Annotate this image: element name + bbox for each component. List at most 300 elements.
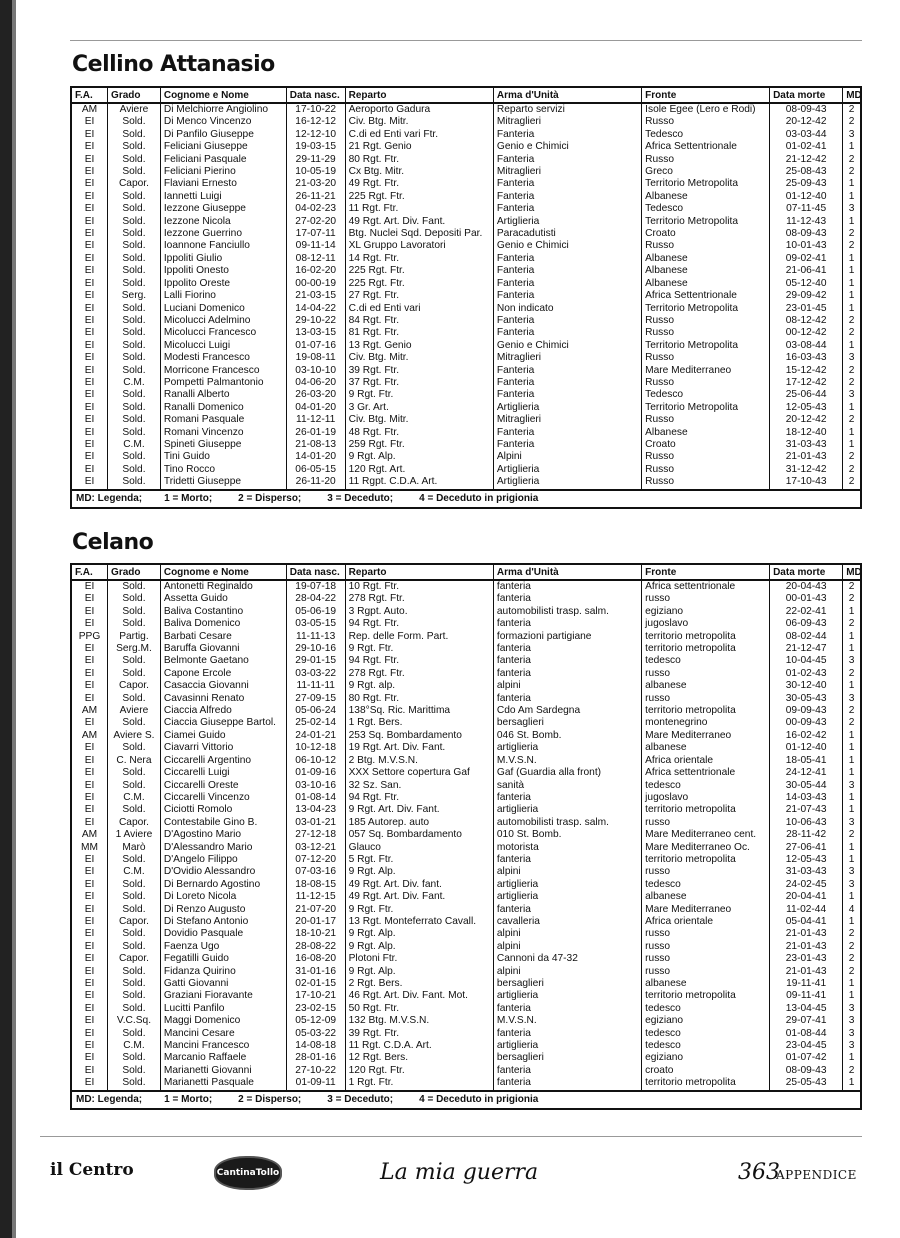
table-cell: Sold. (108, 990, 161, 1002)
table-cell: EI (84, 476, 95, 488)
table-row (71, 593, 861, 605)
table-cell: Serg. (108, 290, 161, 302)
table-cell: 259 Rgt. Ftr. (345, 439, 493, 451)
table-cell: Ippoliti Onesto (160, 265, 286, 277)
table-cell: Sold. (108, 879, 161, 891)
table-cell: 06-10-12 (286, 755, 345, 767)
table-cell: Capone Ercole (160, 668, 286, 680)
table-cell: 17-12-42 (770, 377, 843, 389)
table-cell: Glauco (345, 842, 493, 854)
table-cell: 50 Rgt. Ftr. (345, 1003, 493, 1015)
table-cell: Russo (642, 315, 770, 327)
table-row (71, 414, 861, 426)
table-cell: 94 Rgt. Ftr. (345, 618, 493, 630)
table-cell: 3 (843, 780, 861, 792)
table-cell: M.V.S.N. (493, 755, 641, 767)
table-cell: Cx Btg. Mitr. (345, 166, 493, 178)
table-cell: 3 (843, 1040, 861, 1052)
table-cell: 17-07-11 (286, 228, 345, 240)
table-cell: Artiglieria (493, 464, 641, 476)
table-cell: EI (84, 605, 95, 617)
table-cell: Sold. (108, 216, 161, 228)
table-cell: Modesti Francesco (160, 352, 286, 364)
table-cell: EI (84, 339, 95, 351)
table-cell: Fanteria (493, 315, 641, 327)
table-cell: Sold. (108, 717, 161, 729)
table-row (71, 668, 861, 680)
page-binding-edge (0, 0, 12, 1238)
table-cell: egiziano (642, 1052, 770, 1064)
table-cell: artiglieria (493, 990, 641, 1002)
table-cell: tedesco (642, 780, 770, 792)
table-cell: Micolucci Francesco (160, 327, 286, 339)
table-cell: Fanteria (493, 327, 641, 339)
table-row (71, 953, 861, 965)
table-cell: 3 (843, 693, 861, 705)
table-cell: 04-06-20 (286, 377, 345, 389)
table-cell: bersaglieri (493, 1052, 641, 1064)
footer-rule (40, 1136, 862, 1137)
table-cell: C.M. (108, 439, 161, 451)
table-cell: 05-04-41 (770, 916, 843, 928)
table-cell: D'Angelo Filippo (160, 854, 286, 866)
table-cell: 2 (843, 228, 861, 240)
table-cell: Sold. (108, 618, 161, 630)
legend (71, 1091, 861, 1109)
table-cell: Africa Settentrionale (642, 141, 770, 153)
table-cell: 1 (843, 1077, 861, 1090)
table-cell: Marianetti Giovanni (160, 1065, 286, 1077)
table-cell: Baliva Domenico (160, 618, 286, 630)
table-row (71, 216, 861, 228)
table-cell: 31-12-42 (770, 464, 843, 476)
table-cell: tedesco (642, 1003, 770, 1015)
table-cell: 27-12-18 (286, 829, 345, 841)
table-row (71, 464, 861, 476)
table-cell: EI (84, 190, 95, 202)
table-cell: 2 (843, 103, 861, 116)
table-cell: 14-01-20 (286, 451, 345, 463)
table-cell: fanteria (493, 655, 641, 667)
table-row (71, 1077, 861, 1090)
table-cell: alpini (493, 941, 641, 953)
table-cell: EI (84, 116, 95, 128)
table-row (71, 1052, 861, 1064)
table-cell: 21-03-15 (286, 290, 345, 302)
table-cell: Sold. (108, 655, 161, 667)
table-row (71, 631, 861, 643)
table-cell: Di Panfilo Giuseppe (160, 129, 286, 141)
table-cell: EI (84, 1077, 95, 1089)
table-cell: artiglieria (493, 804, 641, 816)
table-row (71, 730, 861, 742)
table-cell: russo (642, 817, 770, 829)
table-cell: 27-10-22 (286, 1065, 345, 1077)
table-cell: Sold. (108, 240, 161, 252)
table-cell: Sold. (108, 116, 161, 128)
column-header: Grado (108, 87, 161, 103)
table-cell: EI (84, 581, 95, 592)
table-cell: 16-03-43 (770, 352, 843, 364)
column-header: MD (843, 87, 861, 103)
table-cell: Africa settentrionale (642, 767, 770, 779)
table-cell: D'Ovidio Alessandro (160, 866, 286, 878)
table-cell: 1 (843, 643, 861, 655)
table-cell: territorio metropolita (642, 804, 770, 816)
table-cell: 2 (843, 705, 861, 717)
table-cell: 9 Rgt. Ftr. (345, 904, 493, 916)
table-cell: 28-04-22 (286, 593, 345, 605)
table-cell: Capor. (108, 817, 161, 829)
table-cell: 24-02-45 (770, 879, 843, 891)
table-cell: EI (84, 804, 95, 816)
table-cell: Tridetti Giuseppe (160, 476, 286, 489)
table-cell: Flaviani Ernesto (160, 178, 286, 190)
table-cell: EI (84, 903, 95, 915)
table-row (71, 1040, 861, 1052)
legend-label: MD: Legenda; (76, 1093, 143, 1105)
table-cell: Sold. (108, 451, 161, 463)
table-cell: 3 (843, 1015, 861, 1027)
table-cell: EI (84, 1040, 95, 1052)
table-cell: Ippoliti Giulio (160, 253, 286, 265)
table-cell: 03-08-44 (770, 340, 843, 352)
table-cell: 07-11-45 (770, 203, 843, 215)
page-binding-shadow (12, 0, 16, 1238)
table-cell: 19-08-11 (286, 352, 345, 364)
table-cell: fanteria (493, 854, 641, 866)
table-cell: AM (81, 729, 98, 741)
table-cell: EI (84, 401, 95, 413)
roster-table (70, 86, 862, 509)
table-cell: EI (84, 376, 95, 388)
table-cell: Aviere (108, 103, 161, 116)
table-cell: 07-03-16 (286, 866, 345, 878)
table-cell: 20-01-17 (286, 916, 345, 928)
table-cell: 30-12-40 (770, 680, 843, 692)
table-row (71, 792, 861, 804)
table-cell: Mitraglieri (493, 414, 641, 426)
table-cell: albanese (642, 891, 770, 903)
table-cell: 1 Rgt. Ftr. (345, 1077, 493, 1090)
table-cell: Cannoni da 47-32 (493, 953, 641, 965)
table-cell: 10-12-18 (286, 742, 345, 754)
table-cell: 07-12-20 (286, 854, 345, 866)
table-cell: Ippolito Oreste (160, 278, 286, 290)
table-cell: EI (84, 153, 95, 165)
table-cell: C.M. (108, 1040, 161, 1052)
table-cell: 94 Rgt. Ftr. (345, 792, 493, 804)
table-cell: Territorio Metropolita (642, 178, 770, 190)
table-cell: Aviere (108, 705, 161, 717)
table-cell: formazioni partigiane (493, 631, 641, 643)
table-cell: automobilisti trasp. salm. (493, 817, 641, 829)
table-row (71, 141, 861, 153)
table-cell: 03-03-22 (286, 668, 345, 680)
table-cell: 13-04-45 (770, 1003, 843, 1015)
table-cell: 31-01-16 (286, 966, 345, 978)
table-cell: Sold. (108, 402, 161, 414)
table-cell: Antonetti Reginaldo (160, 580, 286, 593)
table-cell: EI (84, 940, 95, 952)
table-cell: tedesco (642, 655, 770, 667)
table-cell: territorio metropolita (642, 990, 770, 1002)
table-cell: russo (642, 928, 770, 940)
table-cell: 9 Rgt. Ftr. (345, 643, 493, 655)
table-cell: 05-03-22 (286, 1028, 345, 1040)
table-cell: artiglieria (493, 891, 641, 903)
table-cell: Russo (642, 451, 770, 463)
roster-table (70, 563, 862, 1110)
table-cell: 2 (843, 618, 861, 630)
table-cell: 14-03-43 (770, 792, 843, 804)
table-cell: EI (84, 265, 95, 277)
table-cell: Sold. (108, 941, 161, 953)
table-cell: Sold. (108, 742, 161, 754)
table-row (71, 904, 861, 916)
table-cell: Sold. (108, 414, 161, 426)
table-row (71, 580, 861, 593)
table-cell: 1 (843, 303, 861, 315)
table-cell: 01-08-14 (286, 792, 345, 804)
table-row (71, 854, 861, 866)
table-cell: 30-05-44 (770, 780, 843, 792)
table-cell: 14-04-22 (286, 303, 345, 315)
table-header-row (71, 564, 861, 580)
table-cell: EI (84, 178, 95, 190)
table-row (71, 742, 861, 754)
table-cell: 12 Rgt. Bers. (345, 1052, 493, 1064)
table-cell: 1 (843, 990, 861, 1002)
table-cell: MM (81, 841, 99, 853)
table-cell: Sold. (108, 978, 161, 990)
table-cell: 2 (843, 166, 861, 178)
table-cell: Ciaccia Alfredo (160, 705, 286, 717)
table-cell: Aviere S. (108, 730, 161, 742)
table-row (71, 340, 861, 352)
table-cell: 01-02-43 (770, 668, 843, 680)
table-cell: EI (84, 767, 95, 779)
table-cell: Paracadutisti (493, 228, 641, 240)
table-cell: EI (84, 327, 95, 339)
table-cell: 3 (843, 655, 861, 667)
table-cell: EI (84, 779, 95, 791)
table-cell: 1 (843, 978, 861, 990)
table-cell: Civ. Btg. Mitr. (345, 116, 493, 128)
table-row (71, 606, 861, 618)
table-cell: 80 Rgt. Ftr. (345, 693, 493, 705)
table-cell: EI (84, 618, 95, 630)
table-cell: 28-08-22 (286, 941, 345, 953)
table-row (71, 303, 861, 315)
table-cell: alpini (493, 966, 641, 978)
table-cell: Russo (642, 377, 770, 389)
table-cell: Russo (642, 154, 770, 166)
table-cell: 26-11-20 (286, 476, 345, 489)
table-row (71, 166, 861, 178)
table-cell: 12-05-43 (770, 854, 843, 866)
table-cell: Contestabile Gino B. (160, 817, 286, 829)
table-cell: 278 Rgt. Ftr. (345, 593, 493, 605)
table-cell: EI (84, 228, 95, 240)
column-header: F.A. (71, 564, 108, 580)
table-cell: 21-03-20 (286, 178, 345, 190)
table-cell: C.M. (108, 377, 161, 389)
table-cell: 225 Rgt. Ftr. (345, 278, 493, 290)
table-cell: EI (84, 352, 95, 364)
table-row (71, 129, 861, 141)
table-row (71, 290, 861, 302)
table-cell: 18-05-41 (770, 755, 843, 767)
table-cell: Mitraglieri (493, 116, 641, 128)
table-cell: 11-11-13 (286, 631, 345, 643)
table-cell: EI (84, 878, 95, 890)
table-cell: russo (642, 953, 770, 965)
table-cell: tedesco (642, 879, 770, 891)
table-cell: 23-01-43 (770, 953, 843, 965)
table-cell: EI (84, 203, 95, 215)
table-cell: 1 (843, 631, 861, 643)
table-cell: EI (84, 252, 95, 264)
table-cell: C.di ed Enti vari (345, 303, 493, 315)
table-cell: 08-02-44 (770, 631, 843, 643)
table-cell: 11 Rgpt. C.D.A. Art. (345, 476, 493, 489)
table-row (71, 352, 861, 364)
table-cell: EI (84, 891, 95, 903)
table-cell: 3 (843, 1028, 861, 1040)
table-cell: 225 Rgt. Ftr. (345, 191, 493, 203)
table-header-row (71, 87, 861, 103)
table-cell: 2 (843, 464, 861, 476)
table-cell: 9 Rgt. alp. (345, 680, 493, 692)
table-cell: Micolucci Adelmino (160, 315, 286, 327)
table-cell: artiglieria (493, 1040, 641, 1052)
table-cell: Ciccarelli Oreste (160, 780, 286, 792)
table-cell: 37 Rgt. Ftr. (345, 377, 493, 389)
table-cell: Artiglieria (493, 402, 641, 414)
table-cell: 2 (843, 365, 861, 377)
table-cell: Feliciani Pierino (160, 166, 286, 178)
table-cell: Sold. (108, 928, 161, 940)
table-cell: fanteria (493, 1077, 641, 1090)
table-cell: 9 Rgt. Alp. (345, 866, 493, 878)
table-cell: 19-03-15 (286, 141, 345, 153)
table-cell: 27-06-41 (770, 842, 843, 854)
table-cell: 057 Sq. Bombardamento (345, 829, 493, 841)
table-cell: fanteria (493, 1003, 641, 1015)
table-cell: Territorio Metropolita (642, 402, 770, 414)
table-cell: 2 (843, 240, 861, 252)
table-cell: 08-09-43 (770, 1065, 843, 1077)
table-row (71, 278, 861, 290)
table-cell: EI (84, 655, 95, 667)
table-cell: EI (84, 667, 95, 679)
table-cell: Cdo Am Sardegna (493, 705, 641, 717)
table-cell: V.C.Sq. (108, 1015, 161, 1027)
table-cell: EI (84, 680, 95, 692)
column-header: F.A. (71, 87, 108, 103)
table-cell: Sold. (108, 1052, 161, 1064)
table-cell: EI (84, 1052, 95, 1064)
table-row (71, 866, 861, 878)
table-cell: 1 (843, 680, 861, 692)
table-cell: 21-12-42 (770, 154, 843, 166)
column-header: Reparto (345, 564, 493, 580)
table-cell: Maggi Domenico (160, 1015, 286, 1027)
table-cell: alpini (493, 680, 641, 692)
table-cell: 24-12-41 (770, 767, 843, 779)
table-cell: fanteria (493, 792, 641, 804)
column-header: Data morte (770, 564, 843, 580)
table-cell: 28-11-42 (770, 829, 843, 841)
table-cell: Russo (642, 414, 770, 426)
table-cell: Africa settentrionale (642, 580, 770, 593)
table-cell: C. Nera (108, 755, 161, 767)
table-cell: EI (84, 463, 95, 475)
table-cell: 2 (843, 1065, 861, 1077)
column-header: Arma d'Unità (493, 87, 641, 103)
table-cell: Pompetti Palmantonio (160, 377, 286, 389)
table-row (71, 389, 861, 401)
table-cell: 01-02-41 (770, 141, 843, 153)
table-cell: Di Menco Vincenzo (160, 116, 286, 128)
table-cell: 00-12-42 (770, 327, 843, 339)
table-cell: EI (84, 451, 95, 463)
table-cell: 04-02-23 (286, 203, 345, 215)
table-row (71, 928, 861, 940)
table-cell: 13 Rgt. Monteferrato Cavall. (345, 916, 493, 928)
table-cell: Croato (642, 228, 770, 240)
table-cell: AM (81, 705, 98, 717)
table-cell: fanteria (493, 618, 641, 630)
table-cell: Mare Mediterraneo (642, 730, 770, 742)
table-cell: Albanese (642, 265, 770, 277)
table-cell: 2 (843, 154, 861, 166)
table-cell: 1 (843, 427, 861, 439)
table-cell: 94 Rgt. Ftr. (345, 655, 493, 667)
table-cell: 46 Rgt. Art. Div. Fant. Mot. (345, 990, 493, 1002)
table-row (71, 680, 861, 692)
table-cell: 1 (843, 141, 861, 153)
table-cell: Isole Egee (Lero e Rodi) (642, 103, 770, 116)
table-cell: EI (84, 915, 95, 927)
table-cell: EI (84, 128, 95, 140)
table-cell: territorio metropolita (642, 854, 770, 866)
table-row (71, 476, 861, 489)
table-cell: Ranalli Alberto (160, 389, 286, 401)
table-cell: Sold. (108, 668, 161, 680)
table-row (71, 693, 861, 705)
table-cell: 2 Rgt. Bers. (345, 978, 493, 990)
table-cell: Ciamei Guido (160, 730, 286, 742)
table-cell: 2 (843, 668, 861, 680)
table-cell: 2 (843, 941, 861, 953)
table-cell: 49 Rgt. Ftr. (345, 178, 493, 190)
table-cell: Luciani Domenico (160, 303, 286, 315)
table-cell: 25-02-14 (286, 717, 345, 729)
table-cell: EI (84, 1064, 95, 1076)
table-cell: Sold. (108, 1028, 161, 1040)
table-cell: 08-09-43 (770, 228, 843, 240)
table-cell: Lalli Fiorino (160, 290, 286, 302)
table-cell: 32 Sz. San. (345, 780, 493, 792)
table-cell: 00-01-43 (770, 593, 843, 605)
table-cell: 5 Rgt. Ftr. (345, 854, 493, 866)
table-cell: 1 (843, 1052, 861, 1064)
table-cell: Capor. (108, 680, 161, 692)
table-cell: 21-12-47 (770, 643, 843, 655)
table-cell: 19-11-41 (770, 978, 843, 990)
